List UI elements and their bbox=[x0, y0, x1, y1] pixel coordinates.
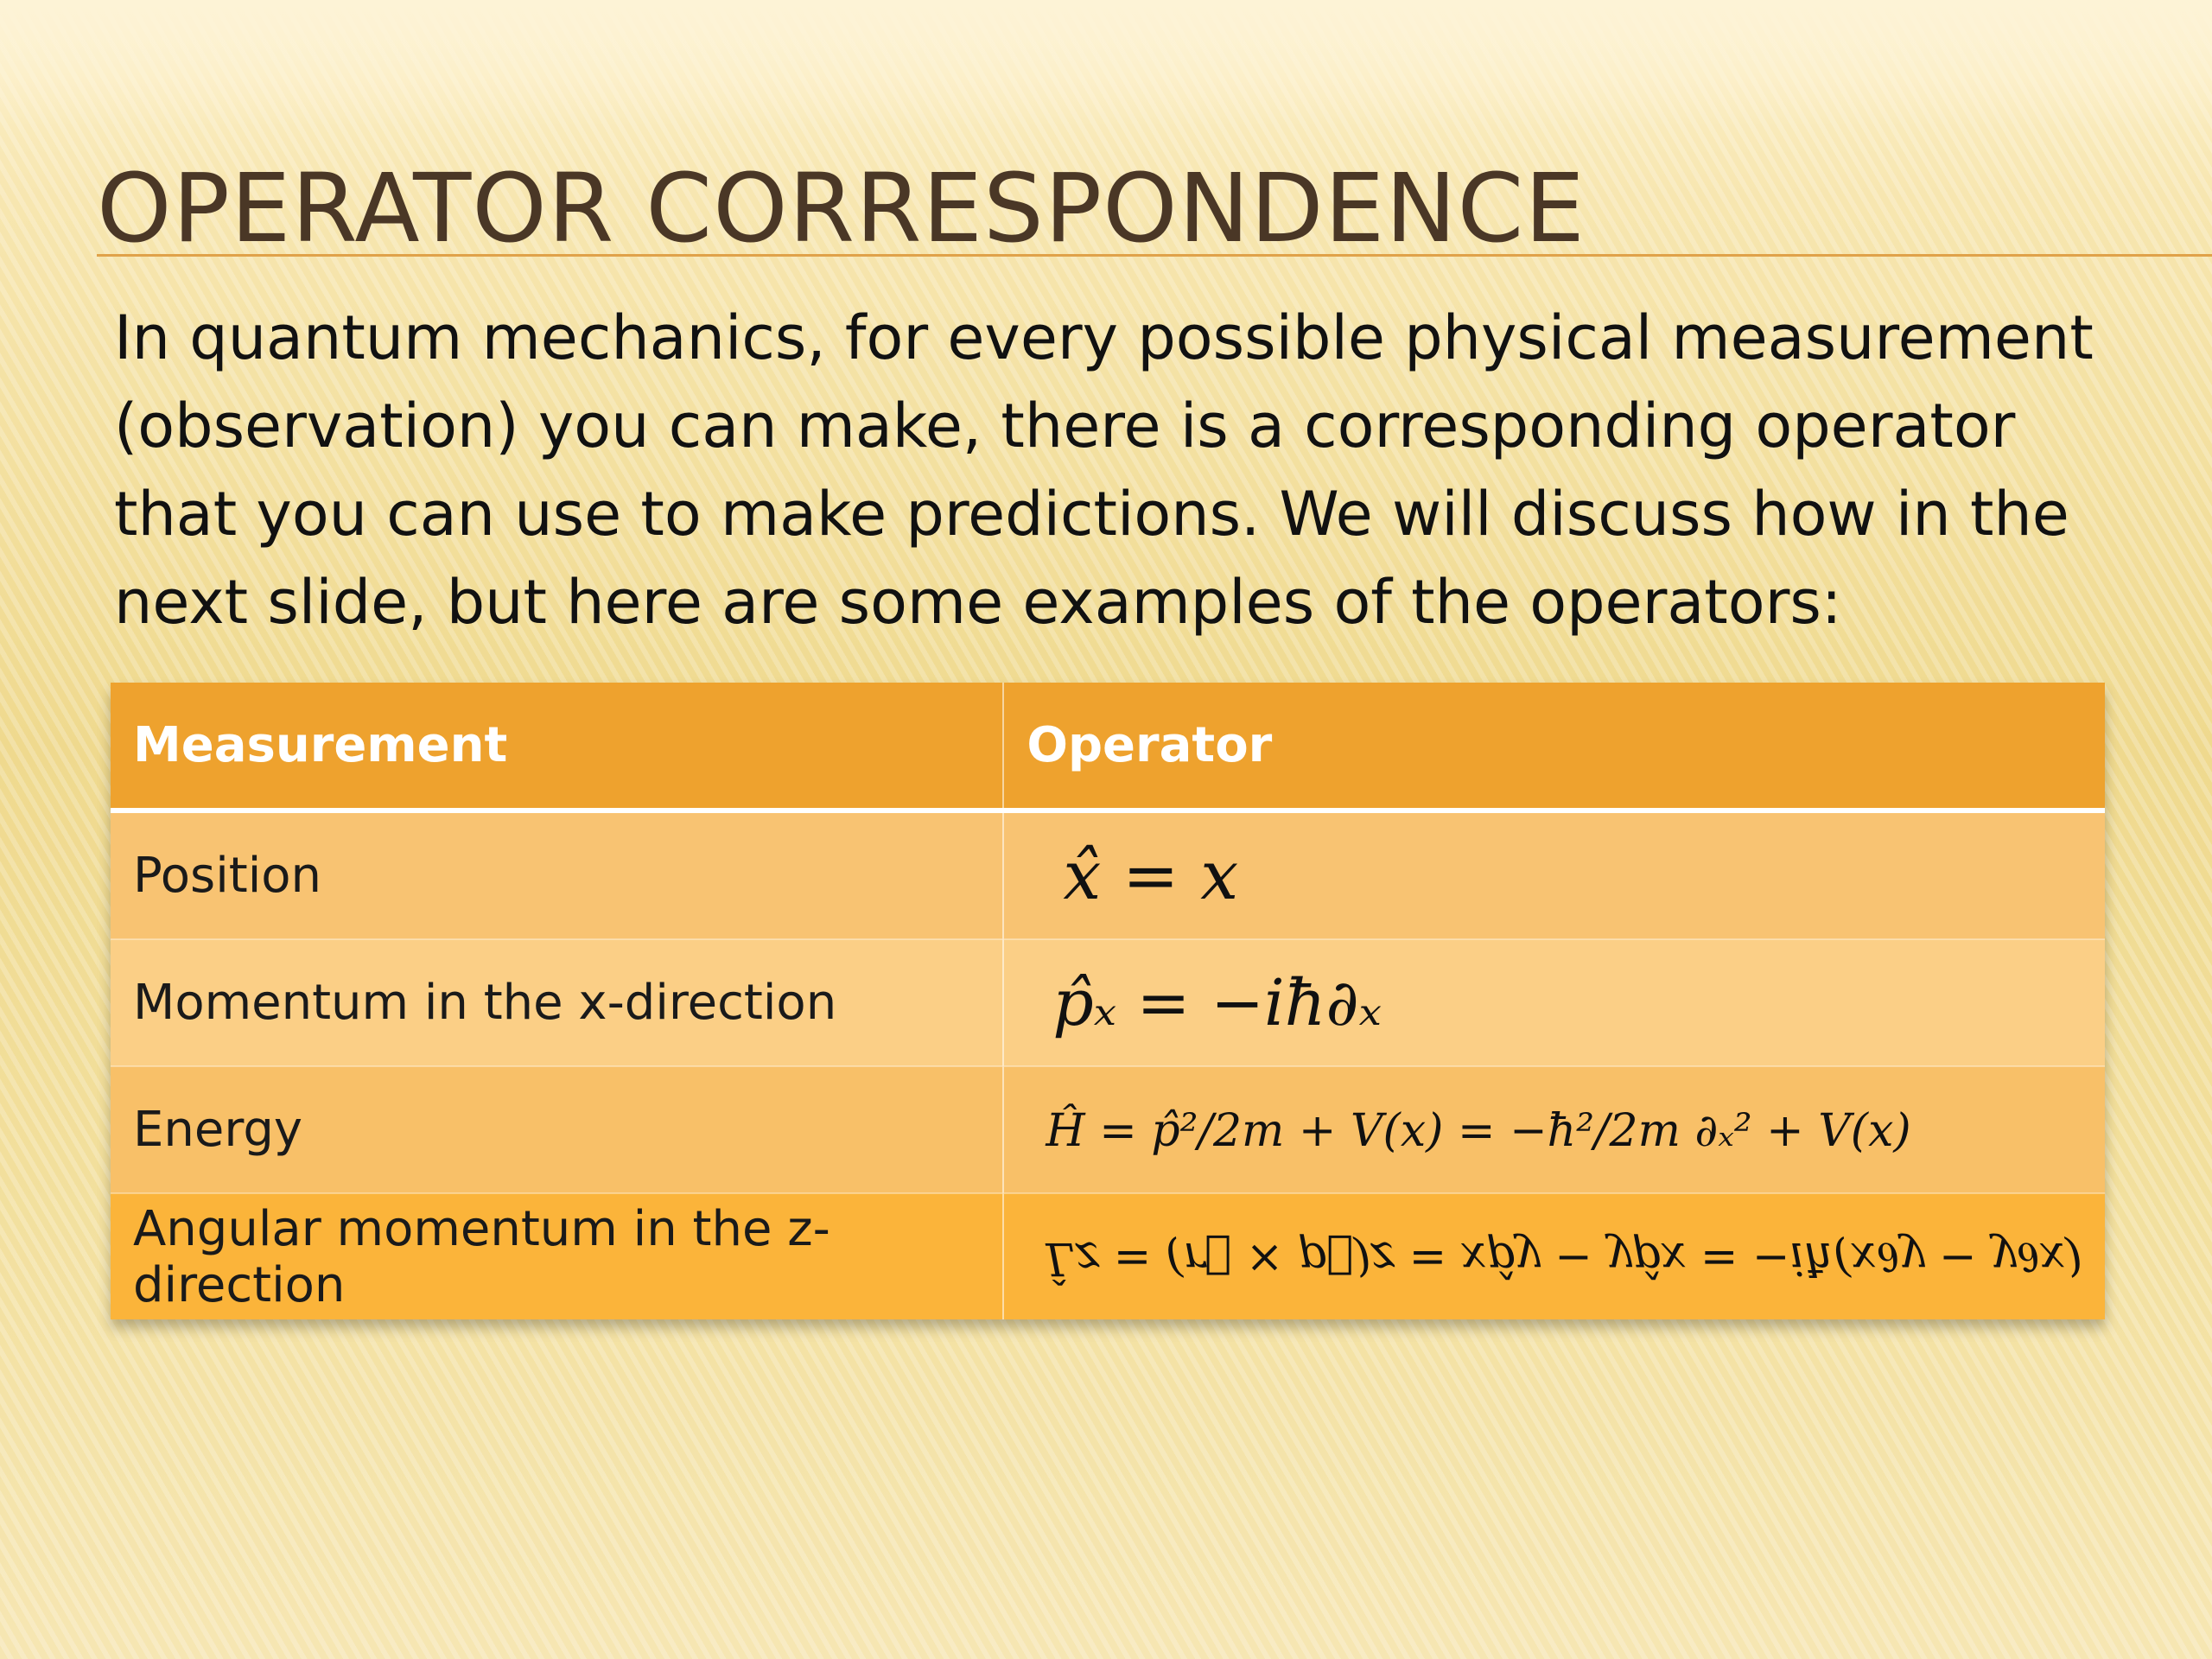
measurement-cell: Angular momentum in the z-direction bbox=[111, 1193, 1003, 1319]
table-row bbox=[111, 810, 2105, 939]
slide-title: OPERATOR CORRESPONDENCE bbox=[97, 153, 1586, 264]
operator-cell bbox=[1003, 939, 2105, 1066]
measurement-cell: Momentum in the x-direction bbox=[111, 939, 1003, 1066]
slide-body-text: In quantum mechanics, for every possible physical measurement (observation) you can make, there is a corresponding operator that you can use to make predictions. We will discuss how in the next slide, but here are some examples of the operators: bbox=[114, 302, 2094, 638]
operator-cell bbox=[1003, 1193, 2105, 1319]
header-measurement: Measurement bbox=[111, 683, 1003, 810]
table-row bbox=[111, 1193, 2105, 1319]
measurement-cell: Position bbox=[111, 810, 1003, 939]
position-operator-formula: x̂ = x bbox=[1063, 836, 1239, 915]
table-header-row bbox=[111, 683, 2105, 810]
operators-table bbox=[111, 683, 2105, 1319]
operator-cell bbox=[1003, 1066, 2105, 1193]
header-operator: Operator bbox=[1003, 683, 2105, 810]
table-row bbox=[111, 1066, 2105, 1193]
momentum-operator-formula: p̂ₓ = −iħ∂ₓ bbox=[1052, 965, 1382, 1040]
operator-cell bbox=[1003, 810, 2105, 939]
table-row bbox=[111, 939, 2105, 1066]
energy-operator-formula: Ĥ = p̂²/2m + V(x) = −ħ²/2m ∂ₓ² + V(x) bbox=[1046, 1105, 1911, 1157]
measurement-cell: Energy bbox=[111, 1066, 1003, 1193]
angular-momentum-operator-formula: L̂z = (r⃗ × p⃗)z = xp̂y − yp̂x = −iħ(x∂y − y∂x) bbox=[1046, 1232, 2082, 1284]
